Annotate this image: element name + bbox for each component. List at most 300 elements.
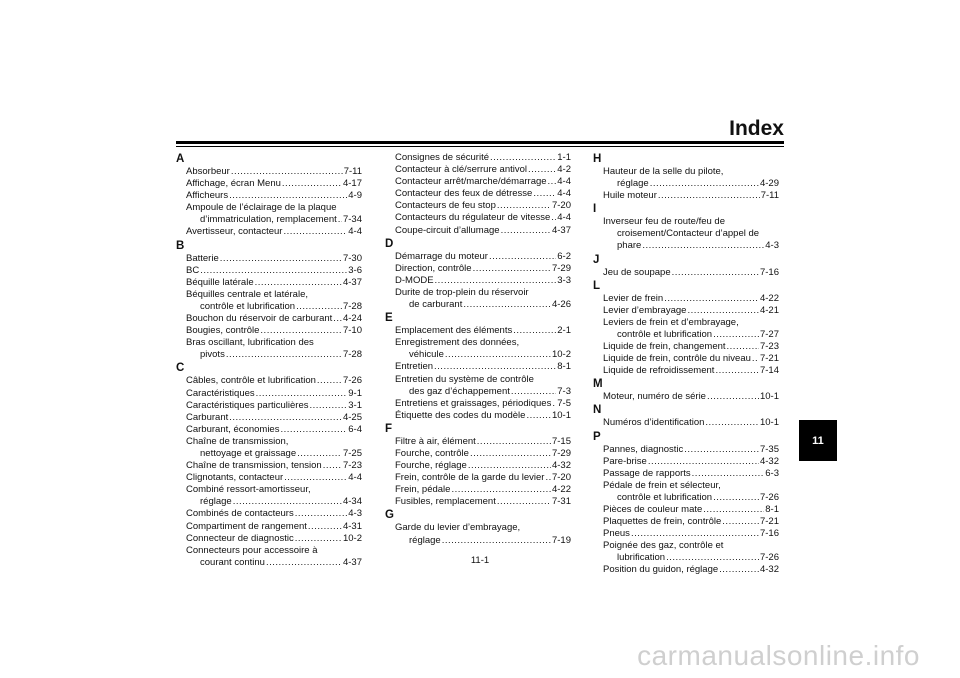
leader-dots xyxy=(752,353,759,365)
leader-dots xyxy=(295,508,348,520)
index-entry[interactable] xyxy=(385,361,571,373)
index-entry[interactable] xyxy=(176,388,362,400)
index-entry[interactable] xyxy=(176,214,362,226)
index-entry-text: contrôle et lubrification xyxy=(200,300,296,312)
leader-dots xyxy=(648,456,759,468)
index-column-1 xyxy=(176,152,362,569)
index-entry-page: 8-1 xyxy=(557,361,571,373)
index-entry-text: lubrification xyxy=(617,552,666,564)
index-entry[interactable] xyxy=(176,472,362,484)
index-entry-text: Contacteur à clé/serrure antivol xyxy=(395,164,528,176)
index-entry-page: 4-37 xyxy=(342,276,362,288)
index-entry-text: Avertisseur, contacteur xyxy=(186,226,283,238)
index-entry-page: 7-26 xyxy=(342,375,362,387)
index-entry[interactable] xyxy=(176,301,362,313)
index-entry-text: BC xyxy=(186,264,200,276)
leader-dots xyxy=(308,521,342,533)
leader-dots xyxy=(727,341,759,353)
leader-dots xyxy=(501,225,551,237)
leader-dots xyxy=(642,240,764,252)
index-entry[interactable] xyxy=(176,166,362,178)
index-entry-text: Batterie xyxy=(186,252,219,264)
index-entry-page: 4-22 xyxy=(759,292,779,304)
index-entry[interactable] xyxy=(176,349,362,361)
index-entry-page: 6-2 xyxy=(557,250,571,262)
leader-dots xyxy=(442,535,551,547)
index-entry[interactable] xyxy=(385,176,571,188)
index-entry[interactable] xyxy=(385,299,571,311)
index-letter-heading: D xyxy=(385,237,394,250)
index-entry-text: Levier de frein xyxy=(603,292,664,304)
index-entry-page: 7-30 xyxy=(342,252,362,264)
index-entry-page: 7-15 xyxy=(551,435,571,447)
index-entry[interactable] xyxy=(176,533,362,545)
index-entry[interactable] xyxy=(385,386,571,398)
leader-dots xyxy=(229,412,342,424)
index-entry-text: réglage xyxy=(409,534,441,546)
index-entry-text: Numéros d’identification xyxy=(603,417,705,429)
leader-dots xyxy=(513,325,556,337)
index-entry[interactable] xyxy=(176,190,362,202)
index-entry-text: Consignes de sécurité xyxy=(395,152,489,163)
index-letter-heading: L xyxy=(593,279,601,292)
leader-dots xyxy=(650,178,759,190)
index-entry[interactable] xyxy=(385,460,571,472)
index-entry-text: Contacteur arrêt/marche/démarrage xyxy=(395,176,547,188)
index-entry[interactable] xyxy=(593,444,779,456)
index-entry-text: Position du guidon, réglage xyxy=(603,564,719,576)
index-entry[interactable] xyxy=(593,293,779,305)
index-entry-page: 4-31 xyxy=(342,520,362,532)
index-entry-text: Jeu de soupape xyxy=(603,266,671,278)
index-letter-heading: P xyxy=(593,430,601,443)
index-entry-page: 4-37 xyxy=(342,556,362,568)
index-entry-text: d’immatriculation, remplacement xyxy=(200,214,337,226)
index-entry-page: 4-3 xyxy=(765,240,779,252)
index-entry[interactable] xyxy=(385,164,571,176)
index-entry-page: 7-11 xyxy=(343,166,362,177)
index-entry-page: 7-10 xyxy=(342,325,362,337)
index-entry-page: 4-32 xyxy=(759,564,779,576)
index-entry-text: Ampoule de l’éclairage de la plaque xyxy=(186,202,337,214)
leader-dots xyxy=(705,417,759,429)
index-entry-text: Inverseur feu de route/feu de xyxy=(603,216,725,228)
index-entry-text: nettoyage et graissage xyxy=(200,447,297,459)
index-entry-text: Enregistrement des données, xyxy=(395,337,520,349)
index-entry-text: véhicule xyxy=(409,349,444,361)
leader-dots xyxy=(317,375,342,387)
index-entry-text: Bouchon du réservoir de carburant xyxy=(186,313,333,325)
index-entry-text: Poignée des gaz, contrôle et xyxy=(603,540,724,552)
index-entry[interactable] xyxy=(176,448,362,460)
leader-dots xyxy=(707,391,759,403)
index-entry-text: Entretiens et graissages, périodiques xyxy=(395,397,552,409)
index-entry-page: 7-35 xyxy=(759,443,779,455)
index-entry-text: pivots xyxy=(200,349,225,361)
index-entry-text: Compartiment de rangement xyxy=(186,520,307,532)
index-letter-heading: F xyxy=(385,422,393,435)
index-entry[interactable] xyxy=(385,263,571,275)
index-entry[interactable] xyxy=(593,417,779,429)
leader-dots xyxy=(672,267,759,279)
index-entry-text: Caractéristiques particulières xyxy=(186,399,309,411)
leader-dots xyxy=(226,349,342,361)
index-entry-page: 7-11 xyxy=(760,190,779,202)
leader-dots xyxy=(552,398,556,410)
index-entry[interactable] xyxy=(385,535,571,547)
index-entry-text: Carburant xyxy=(186,411,229,423)
index-entry-page: 4-4 xyxy=(557,188,571,200)
index-entry[interactable] xyxy=(385,212,571,224)
index-entry-text: réglage xyxy=(617,178,649,190)
index-entry-page: 7-3 xyxy=(557,385,571,397)
index-entry[interactable] xyxy=(593,516,779,528)
index-entry-page: 6-3 xyxy=(765,467,779,479)
index-entry-page: 10-2 xyxy=(342,532,362,544)
index-entry[interactable] xyxy=(593,190,779,202)
leader-dots xyxy=(338,214,342,226)
index-entry-text: Connecteur de diagnostic xyxy=(186,532,294,544)
index-entry[interactable] xyxy=(593,329,779,341)
index-entry-page: 7-5 xyxy=(557,397,571,409)
index-entry[interactable] xyxy=(593,267,779,279)
index-entry-page: 7-20 xyxy=(551,200,571,212)
index-entry[interactable] xyxy=(593,341,779,353)
leader-dots xyxy=(310,400,348,412)
index-entry[interactable] xyxy=(385,251,571,263)
index-entry[interactable] xyxy=(593,468,779,480)
index-entry-text: Contacteurs du régulateur de vitesse xyxy=(395,212,551,224)
leader-dots xyxy=(451,484,551,496)
leader-dots xyxy=(283,226,347,238)
index-letter-heading: B xyxy=(176,239,185,252)
index-entry-text: Hauteur de la selle du pilote, xyxy=(603,166,724,177)
index-entry[interactable] xyxy=(176,277,362,289)
index-entry-text: Plaquettes de frein, contrôle xyxy=(603,516,722,528)
index-entry-text: Pédale de frein et sélecteur, xyxy=(603,479,721,491)
index-entry[interactable] xyxy=(385,410,571,422)
leader-dots xyxy=(511,386,556,398)
leader-dots xyxy=(713,329,759,341)
leader-dots xyxy=(473,263,551,275)
index-entry-page: 7-28 xyxy=(342,300,362,312)
index-entry-text: phare xyxy=(617,240,642,252)
leader-dots xyxy=(282,178,342,190)
index-entry-page: 4-32 xyxy=(759,455,779,467)
index-entry-text: Contacteurs de feu stop xyxy=(395,200,496,212)
index-entry-text: Frein, contrôle de la garde du levier xyxy=(395,472,545,484)
leader-dots xyxy=(296,301,342,313)
index-entry-text: Chaîne de transmission, tension xyxy=(186,460,322,472)
header-rule-thin xyxy=(176,146,784,147)
index-entry-text: Fourche, contrôle xyxy=(395,447,469,459)
index-entry-text: courant continu xyxy=(200,556,265,568)
index-entry-page: 7-20 xyxy=(551,472,571,484)
index-entry[interactable] xyxy=(385,436,571,448)
index-entry-text: Pneus xyxy=(603,528,630,540)
index-entry-page: 7-27 xyxy=(759,328,779,340)
index-entry-page: 7-26 xyxy=(759,552,779,564)
index-entry-page: 7-16 xyxy=(759,528,779,540)
leader-dots xyxy=(468,460,551,472)
index-entry-text: Direction, contrôle xyxy=(395,262,472,274)
index-entry-text: Coupe-circuit d’allumage xyxy=(395,224,500,236)
index-entry-text: Fourche, réglage xyxy=(395,460,467,472)
index-column-2 xyxy=(385,152,571,547)
index-entry[interactable] xyxy=(176,412,362,424)
index-entry-page: 4-32 xyxy=(551,460,571,472)
index-entry[interactable] xyxy=(593,353,779,365)
index-entry-page: 7-19 xyxy=(551,534,571,546)
index-entry-page: 2-1 xyxy=(557,325,571,337)
leader-dots xyxy=(323,460,342,472)
index-entry-page: 4-4 xyxy=(557,212,571,224)
index-entry[interactable] xyxy=(176,313,362,325)
index-entry-page: 3-6 xyxy=(348,264,362,276)
leader-dots xyxy=(220,253,342,265)
index-entry-text: croisement/Contacteur d’appel de xyxy=(617,228,760,240)
index-entry-page: 7-16 xyxy=(759,266,779,278)
leader-dots xyxy=(692,468,765,480)
index-entry[interactable] xyxy=(593,391,779,403)
index-entry-page: 4-17 xyxy=(342,178,362,190)
leader-dots xyxy=(333,313,342,325)
leader-dots xyxy=(497,200,551,212)
leader-dots xyxy=(551,212,556,224)
index-entry-page: 10-2 xyxy=(551,349,571,361)
index-entry[interactable] xyxy=(593,178,779,190)
index-entry-text: Étiquette des codes du modèle xyxy=(395,409,526,421)
leader-dots xyxy=(233,496,342,508)
index-entry[interactable] xyxy=(176,496,362,508)
index-entry-page: 7-29 xyxy=(551,262,571,274)
index-entry-text: Bras oscillant, lubrification des xyxy=(186,337,314,349)
index-entry[interactable] xyxy=(176,265,362,277)
index-entry[interactable] xyxy=(385,349,571,361)
index-entry[interactable] xyxy=(385,484,571,496)
index-entry[interactable] xyxy=(176,460,362,472)
index-entry-text: Béquille latérale xyxy=(186,276,254,288)
chapter-tab-label: 11 xyxy=(812,434,824,447)
leader-dots xyxy=(255,277,342,289)
index-entry[interactable] xyxy=(385,225,571,237)
index-entry[interactable] xyxy=(385,398,571,410)
index-entry-text: Liquide de frein, changement xyxy=(603,341,726,353)
leader-dots xyxy=(200,265,347,277)
index-entry-text: contrôle et lubrification xyxy=(617,491,713,503)
index-entry-text: Connecteurs pour accessoire à xyxy=(186,544,318,556)
index-entry-text: Fusibles, remplacement xyxy=(395,496,496,508)
index-entry-page: 3-3 xyxy=(557,274,571,286)
index-entry-page: 7-25 xyxy=(342,447,362,459)
index-entry-text: Clignotants, contacteur xyxy=(186,472,284,484)
index-entry[interactable] xyxy=(176,253,362,265)
index-entry-text: Huile moteur xyxy=(603,190,657,202)
index-entry[interactable] xyxy=(176,508,362,520)
chapter-tab[interactable] xyxy=(799,420,837,461)
index-entry[interactable] xyxy=(385,152,571,164)
index-entry-page: 4-4 xyxy=(557,176,571,188)
index-entry-page: 10-1 xyxy=(759,391,779,403)
index-entry-page: 4-2 xyxy=(557,164,571,176)
index-entry-text: Garde du levier d’embrayage, xyxy=(395,522,521,534)
index-entry[interactable] xyxy=(593,492,779,504)
leader-dots xyxy=(256,388,348,400)
leader-dots xyxy=(489,251,556,263)
index-entry[interactable] xyxy=(593,528,779,540)
index-entry[interactable] xyxy=(593,504,779,516)
index-entry-page: 7-31 xyxy=(551,496,571,508)
index-entry-text: réglage xyxy=(200,496,232,508)
index-column-3 xyxy=(593,152,779,577)
index-entry-page: 10-1 xyxy=(759,417,779,429)
index-entry[interactable] xyxy=(593,240,779,252)
index-letter-heading: J xyxy=(593,253,600,266)
index-entry[interactable] xyxy=(176,178,362,190)
index-entry-text: de carburant xyxy=(409,299,463,311)
index-entry-text: Pare-brise xyxy=(603,455,647,467)
index-entry[interactable] xyxy=(385,325,571,337)
leader-dots xyxy=(445,349,551,361)
index-entry-text: Moteur, numéro de série xyxy=(603,391,706,403)
index-entry[interactable] xyxy=(385,188,571,200)
index-entry-page: 4-26 xyxy=(551,299,571,311)
index-entry-page: 6-4 xyxy=(348,423,362,435)
index-letter-heading: E xyxy=(385,312,393,325)
leader-dots xyxy=(295,533,342,545)
leader-dots xyxy=(658,190,760,202)
index-entry-page: 3-1 xyxy=(348,399,362,411)
index-entry-page: 4-4 xyxy=(348,226,362,238)
index-entry[interactable] xyxy=(176,521,362,533)
index-entry-text: Entretien du système de contrôle xyxy=(395,373,534,385)
index-entry[interactable] xyxy=(385,472,571,484)
index-entry-text: Combinés de contacteurs xyxy=(186,508,294,520)
index-entry-text: Frein, pédale xyxy=(395,484,451,496)
leader-dots xyxy=(722,516,759,528)
leader-dots xyxy=(631,528,759,540)
leader-dots xyxy=(687,305,759,317)
index-entry-page: 7-23 xyxy=(342,460,362,472)
index-entry-page: 7-26 xyxy=(759,491,779,503)
leader-dots xyxy=(545,472,551,484)
index-letter-heading: H xyxy=(593,153,602,165)
index-entry-text: Démarrage du moteur xyxy=(395,250,488,262)
leader-dots xyxy=(260,325,342,337)
leader-dots xyxy=(548,176,557,188)
index-entry-text: Caractéristiques xyxy=(186,387,255,399)
index-entry-text: des gaz d’échappement xyxy=(409,385,510,397)
leader-dots xyxy=(470,448,551,460)
index-entry[interactable] xyxy=(593,305,779,317)
leader-dots xyxy=(434,361,556,373)
index-entry-page: 10-1 xyxy=(551,409,571,421)
index-entry[interactable] xyxy=(176,400,362,412)
index-entry-page: 4-9 xyxy=(348,190,362,202)
index-entry[interactable] xyxy=(176,424,362,436)
leader-dots xyxy=(664,293,759,305)
index-entry-page: 4-37 xyxy=(551,224,571,236)
index-entry-text: Afficheurs xyxy=(186,190,229,202)
leader-dots xyxy=(463,299,551,311)
index-entry[interactable] xyxy=(593,564,779,576)
leader-dots xyxy=(231,166,343,178)
leader-dots xyxy=(280,424,347,436)
index-entry-text: Emplacement des éléments xyxy=(395,325,513,337)
index-entry-text: Filtre à air, élément xyxy=(395,435,476,447)
index-entry-page: 7-28 xyxy=(342,349,362,361)
index-entry-text: Chaîne de transmission, xyxy=(186,435,289,447)
index-entry-page: 4-4 xyxy=(348,472,362,484)
index-entry-page: 9-1 xyxy=(348,387,362,399)
index-entry-page: 7-29 xyxy=(551,447,571,459)
index-entry[interactable] xyxy=(593,365,779,377)
index-entry-page: 4-3 xyxy=(348,508,362,520)
leader-dots xyxy=(284,472,347,484)
index-entry-page: 4-34 xyxy=(342,496,362,508)
index-entry-text: D-MODE xyxy=(395,274,434,286)
leader-dots xyxy=(490,152,556,164)
index-entry[interactable] xyxy=(593,456,779,468)
index-entry-text: Combiné ressort-amortisseur, xyxy=(186,484,311,496)
leader-dots xyxy=(435,275,557,287)
index-entry[interactable] xyxy=(385,496,571,508)
index-entry-page: 7-34 xyxy=(342,214,362,226)
index-entry-text: Durite de trop-plein du réservoir xyxy=(395,286,529,298)
index-entry[interactable] xyxy=(176,375,362,387)
index-entry[interactable] xyxy=(385,275,571,287)
page-title: Index xyxy=(729,117,784,140)
leader-dots xyxy=(528,164,556,176)
index-letter-heading: N xyxy=(593,404,602,417)
index-entry-text: Leviers de frein et d’embrayage, xyxy=(603,316,739,328)
index-entry-page: 7-14 xyxy=(759,365,779,377)
leader-dots xyxy=(533,188,556,200)
index-entry-page: 1-1 xyxy=(557,152,571,163)
leader-dots xyxy=(719,564,759,576)
index-entry-text: Bougies, contrôle xyxy=(186,325,260,337)
leader-dots xyxy=(715,365,759,377)
index-entry-page: 7-21 xyxy=(759,353,779,365)
index-entry-page: 7-21 xyxy=(759,516,779,528)
index-entry-text: Absorbeur xyxy=(186,166,230,177)
leader-dots xyxy=(477,436,551,448)
page-number: 11-1 xyxy=(470,555,490,566)
index-entry[interactable] xyxy=(176,325,362,337)
index-entry-text: Liquide de frein, contrôle du niveau xyxy=(603,353,751,365)
index-entry-page: 4-25 xyxy=(342,411,362,423)
index-letter-heading: M xyxy=(593,378,603,391)
index-entry-text: contrôle et lubrification xyxy=(617,328,713,340)
leader-dots xyxy=(497,496,551,508)
index-entry[interactable] xyxy=(176,226,362,238)
index-entry-text: Câbles, contrôle et lubrification xyxy=(186,375,316,387)
index-entry-page: 8-1 xyxy=(765,503,779,515)
index-entry-page: 4-24 xyxy=(342,313,362,325)
index-letter-heading: G xyxy=(385,509,394,522)
index-entry-page: 4-29 xyxy=(759,178,779,190)
leader-dots xyxy=(526,410,551,422)
index-entry-page: 4-21 xyxy=(759,304,779,316)
header-rule-thick xyxy=(176,141,784,144)
index-entry[interactable] xyxy=(385,448,571,460)
index-letter-heading: A xyxy=(176,153,185,165)
leader-dots xyxy=(229,190,347,202)
index-entry-text: Pannes, diagnostic xyxy=(603,443,684,455)
leader-dots xyxy=(684,444,759,456)
index-entry-page: 4-22 xyxy=(551,484,571,496)
index-entry[interactable] xyxy=(385,200,571,212)
